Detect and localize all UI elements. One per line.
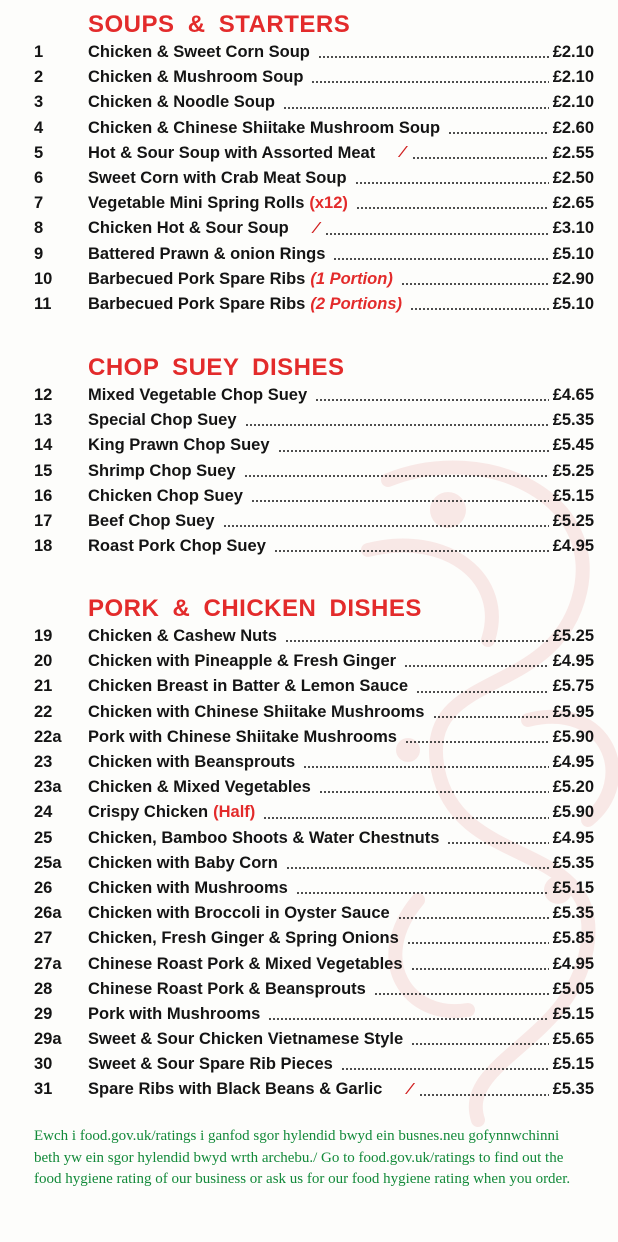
item-price: £5.95 [552,702,594,721]
dot-leader [244,475,549,477]
menu-item [34,750,594,775]
item-name: Mixed Vegetable Chop Suey [88,386,308,405]
section-title: PORK & CHICKEN DISHES [88,595,422,622]
hygiene-rating-notice[interactable]: Ewch i food.gov.uk/ratings i ganfod sgor hylendid bwyd ein busnes.neu gofynnwchinni beth yw ein sgor hylendid bwyd wrth archebu./ Go to food.gov.uk/ratings to find out the food hygiene rating of our business or ask us for our food hygiene rating when you order. [34,1128,571,1187]
menu-item [34,90,594,115]
item-list [34,383,594,559]
dot-leader [296,892,549,894]
menu-item [34,459,594,484]
item-name: Pork with Chinese Shiitake Mushrooms [88,727,397,746]
menu-item [34,624,594,649]
section-pork-chicken [34,594,594,1103]
item-list [34,40,594,317]
item-price: £4.95 [552,652,594,671]
menu-item [34,725,594,750]
menu-item [34,851,594,876]
item-portion-note: (1 Portion) [310,269,393,288]
chili-icon: ∕ [401,144,404,162]
item-name: Chicken Breast in Batter & Lemon Sauce [88,677,409,696]
item-price: £5.35 [552,1080,594,1099]
item-number: 25 [34,828,53,847]
dot-leader [448,132,549,134]
item-number: 31 [34,1080,53,1099]
menu-item [34,1002,594,1027]
dot-leader [374,993,549,995]
item-name: Roast Pork Chop Suey [88,537,266,556]
item-price: £5.25 [552,461,594,480]
item-number: 29a [34,1030,62,1049]
dot-leader [410,308,549,310]
menu-item [34,242,594,267]
section-soups-starters [34,10,594,317]
item-price: £2.65 [552,194,594,213]
dot-leader [341,1068,549,1070]
item-name: Vegetable Mini Spring Rolls [88,194,305,213]
item-number: 27a [34,954,62,973]
item-number: 27 [34,929,53,948]
item-name: Chicken with Chinese Shiitake Mushrooms [88,702,425,721]
item-price: £5.90 [552,803,594,822]
item-name: Chicken & Chinese Shiitake Mushroom Soup [88,118,441,137]
dot-leader [285,640,549,642]
item-price: £4.95 [552,828,594,847]
item-name: Chicken with Broccoli in Oyster Sauce [88,904,390,923]
item-name: Chicken with Beansprouts [88,753,296,772]
item-number: 20 [34,652,53,671]
item-number: 25a [34,853,62,872]
section-title: CHOP SUEY DISHES [88,354,345,381]
menu-item [34,876,594,901]
item-name: Chicken Chop Suey [88,486,243,505]
dot-leader [411,968,549,970]
dot-leader [407,942,549,944]
menu-item [34,700,594,725]
item-price: £2.50 [552,169,594,188]
item-name: Chicken & Sweet Corn Soup [88,43,310,62]
menu-item [34,116,594,141]
menu-item [34,926,594,951]
item-number: 18 [34,537,53,556]
item-number: 22 [34,702,53,721]
dot-leader [419,1094,549,1096]
item-price: £2.10 [552,93,594,112]
dot-leader [433,716,549,718]
menu-item [34,509,594,534]
dot-leader [274,550,549,552]
item-portion-note: (Half) [213,803,256,822]
item-price: £5.15 [552,486,594,505]
item-number: 14 [34,436,53,455]
item-number: 1 [34,43,44,62]
menu-item [34,267,594,292]
item-name: Chicken & Mushroom Soup [88,68,304,87]
dot-leader [398,917,549,919]
dot-leader [315,399,549,401]
dot-leader [283,107,549,109]
menu-item [34,1027,594,1052]
dot-leader [401,283,549,285]
item-number: 28 [34,979,53,998]
item-name: Sweet Corn with Crab Meat Soup [88,169,347,188]
menu-item [34,534,594,559]
menu-item [34,800,594,825]
menu-item [34,826,594,851]
chili-icon: ∕ [408,1080,412,1098]
item-number: 21 [34,677,53,696]
dot-leader [286,867,549,869]
item-price: £4.95 [552,753,594,772]
item-price: £5.35 [552,853,594,872]
menu-item [34,292,594,317]
item-number: 30 [34,1055,53,1074]
item-name: Hot & Sour Soup with Assorted Meat [88,143,376,162]
item-price: £4.95 [552,954,594,973]
item-number: 23a [34,778,62,797]
item-name: Barbecued Pork Spare Ribs [88,269,306,288]
item-number: 24 [34,803,53,822]
menu-item [34,977,594,1002]
item-name: Crispy Chicken [88,803,209,822]
dot-leader [447,842,548,844]
item-price: £5.45 [552,436,594,455]
item-list [34,624,594,1103]
item-number: 26a [34,904,62,923]
dot-leader [416,691,549,693]
menu-item [34,141,594,166]
menu-item [34,775,594,800]
item-name: Chicken Hot & Sour Soup [88,219,289,238]
menu-item [34,484,594,509]
menu-item [34,216,594,241]
item-price: £5.05 [552,979,594,998]
dot-leader [251,500,549,502]
item-name: Chicken & Cashew Nuts [88,627,277,646]
item-name: Barbecued Pork Spare Ribs [88,294,306,313]
item-price: £5.35 [552,904,594,923]
dot-leader [268,1018,548,1020]
menu-item [34,65,594,90]
item-number: 5 [34,143,44,162]
item-number: 26 [34,878,53,897]
item-name: Beef Chop Suey [88,512,215,531]
item-number: 4 [34,118,44,137]
item-price: £2.60 [552,118,594,137]
menu-item [34,40,594,65]
item-number: 29 [34,1004,53,1023]
item-name: Chinese Roast Pork & Beansprouts [88,979,366,998]
dot-leader [355,182,549,184]
item-name: Pork with Mushrooms [88,1004,261,1023]
menu-item [34,901,594,926]
item-price: £5.85 [552,929,594,948]
item-price: £5.25 [552,512,594,531]
item-number: 12 [34,386,53,405]
menu-item [34,191,594,216]
item-price: £5.15 [552,1004,594,1023]
dot-leader [411,1043,549,1045]
item-price: £2.90 [552,269,594,288]
item-price: £3.10 [552,219,594,238]
item-price: £5.15 [552,878,594,897]
dot-leader [303,766,549,768]
item-name: Chicken with Pineapple & Fresh Ginger [88,652,397,671]
dot-leader [412,157,549,159]
item-portion-note: (x12) [309,194,348,213]
chili-icon: ∕ [314,219,318,237]
item-number: 6 [34,169,44,188]
item-name: Chicken with Mushrooms [88,878,288,897]
item-number: 13 [34,411,53,430]
item-price: £4.65 [552,386,594,405]
item-name: Sweet & Sour Spare Rib Pieces [88,1055,333,1074]
dot-leader [318,56,549,58]
item-price: £5.75 [552,677,594,696]
item-price: £4.95 [552,537,594,556]
dot-leader [278,450,549,452]
item-price: £5.65 [552,1030,594,1049]
dot-leader [405,741,549,743]
item-price: £5.25 [552,627,594,646]
item-name: Chicken, Bamboo Shoots & Water Chestnuts [88,828,440,847]
item-name: Battered Prawn & onion Rings [88,244,326,263]
item-name: Shrimp Chop Suey [88,461,236,480]
item-number: 15 [34,461,53,480]
item-number: 19 [34,627,53,646]
item-name: Chicken, Fresh Ginger & Spring Onions [88,929,399,948]
menu-item [34,408,594,433]
menu-item [34,166,594,191]
item-number: 22a [34,727,62,746]
item-number: 8 [34,219,44,238]
item-name: King Prawn Chop Suey [88,436,270,455]
item-number: 23 [34,753,53,772]
item-name: Special Chop Suey [88,411,237,430]
section-chop-suey [34,353,594,559]
dot-leader [356,207,549,209]
item-price: £5.15 [552,1055,594,1074]
item-portion-note: (2 Portions) [310,294,402,313]
item-name: Chicken & Noodle Soup [88,93,276,112]
menu-item [34,1077,594,1102]
dot-leader [404,665,549,667]
item-name: Chinese Roast Pork & Mixed Vegetables [88,954,403,973]
item-number: 10 [34,269,53,288]
item-price: £5.20 [552,778,594,797]
dot-leader [223,525,549,527]
item-number: 9 [34,244,44,263]
item-price: £2.55 [552,143,594,162]
menu-item [34,649,594,674]
item-name: Spare Ribs with Black Beans & Garlic [88,1080,383,1099]
item-price: £5.10 [552,244,594,263]
item-number: 16 [34,486,53,505]
menu-item [34,674,594,699]
item-number: 7 [34,194,44,213]
item-price: £2.10 [552,43,594,62]
menu-item [34,383,594,408]
item-price: £5.35 [552,411,594,430]
item-price: £2.10 [552,68,594,87]
menu-item [34,951,594,976]
item-price: £5.10 [552,294,594,313]
menu-item [34,1052,594,1077]
item-number: 3 [34,93,44,112]
item-name: Chicken with Baby Corn [88,853,278,872]
item-number: 17 [34,512,53,531]
item-name: Sweet & Sour Chicken Vietnamese Style [88,1030,404,1049]
dot-leader [325,233,548,235]
dot-leader [319,791,549,793]
item-price: £5.90 [552,727,594,746]
dot-leader [311,81,548,83]
item-name: Chicken & Mixed Vegetables [88,778,311,797]
item-number: 11 [34,294,52,313]
section-title: SOUPS & STARTERS [88,11,351,38]
menu-item [34,433,594,458]
dot-leader [333,258,548,260]
dot-leader [245,424,549,426]
item-number: 2 [34,68,44,87]
dot-leader [263,817,548,819]
